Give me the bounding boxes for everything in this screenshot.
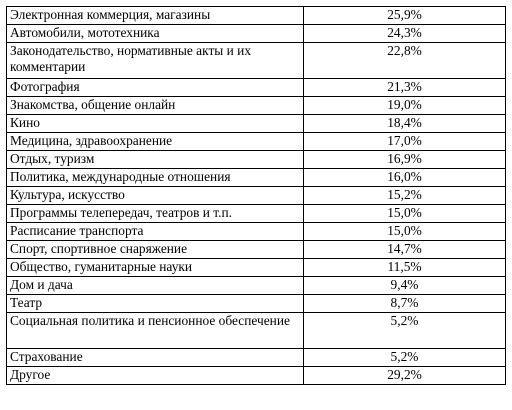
- category-cell: Общество, гуманитарные науки: [7, 259, 304, 277]
- percentage-cell: 8,7%: [304, 295, 506, 313]
- category-cell: Законодательство, нормативные акты и их комментарии: [7, 43, 304, 79]
- table-row: [7, 7, 506, 25]
- category-cell: Театр: [7, 295, 304, 313]
- category-cell: Кино: [7, 115, 304, 133]
- document-page: [6, 6, 506, 385]
- percentage-cell: 5,2%: [304, 349, 506, 367]
- category-cell: Отдых, туризм: [7, 151, 304, 169]
- category-cell: Политика, международные отношения: [7, 169, 304, 187]
- table-row: [7, 313, 506, 349]
- percentage-cell: 25,9%: [304, 7, 506, 25]
- table-row: [7, 133, 506, 151]
- percentage-cell: 11,5%: [304, 259, 506, 277]
- percentage-cell: 18,4%: [304, 115, 506, 133]
- percentage-cell: 9,4%: [304, 277, 506, 295]
- table-row: [7, 187, 506, 205]
- percentage-cell: 14,7%: [304, 241, 506, 259]
- percentage-cell: 29,2%: [304, 367, 506, 385]
- category-cell: Знакомства, общение онлайн: [7, 97, 304, 115]
- category-cell: Фотография: [7, 79, 304, 97]
- percentage-cell: 17,0%: [304, 133, 506, 151]
- category-cell: Автомобили, мототехника: [7, 25, 304, 43]
- category-cell: Культура, искусство: [7, 187, 304, 205]
- percentage-cell: 16,9%: [304, 151, 506, 169]
- category-cell: Другое: [7, 367, 304, 385]
- table-row: [7, 43, 506, 79]
- table-row: [7, 25, 506, 43]
- category-share-table: [6, 6, 506, 385]
- percentage-cell: 21,3%: [304, 79, 506, 97]
- percentage-cell: 15,2%: [304, 187, 506, 205]
- category-cell: Электронная коммерция, магазины: [7, 7, 304, 25]
- percentage-cell: 19,0%: [304, 97, 506, 115]
- table-row: [7, 151, 506, 169]
- percentage-cell: 5,2%: [304, 313, 506, 349]
- table-row: [7, 241, 506, 259]
- table-row: [7, 115, 506, 133]
- category-cell: Социальная политика и пенсионное обеспечение: [7, 313, 304, 349]
- table-row: [7, 205, 506, 223]
- percentage-cell: 16,0%: [304, 169, 506, 187]
- category-cell: Программы телепередач, театров и т.п.: [7, 205, 304, 223]
- percentage-cell: 15,0%: [304, 223, 506, 241]
- table-row: [7, 367, 506, 385]
- percentage-cell: 15,0%: [304, 205, 506, 223]
- category-cell: Дом и дача: [7, 277, 304, 295]
- category-cell: Медицина, здравоохранение: [7, 133, 304, 151]
- table-row: [7, 259, 506, 277]
- table-row: [7, 79, 506, 97]
- table-row: [7, 169, 506, 187]
- category-cell: Страхование: [7, 349, 304, 367]
- category-cell: Спорт, спортивное снаряжение: [7, 241, 304, 259]
- percentage-cell: 24,3%: [304, 25, 506, 43]
- table-row: [7, 223, 506, 241]
- table-row: [7, 97, 506, 115]
- percentage-cell: 22,8%: [304, 43, 506, 79]
- table-row: [7, 277, 506, 295]
- table-row: [7, 349, 506, 367]
- category-cell: Расписание транспорта: [7, 223, 304, 241]
- table-row: [7, 295, 506, 313]
